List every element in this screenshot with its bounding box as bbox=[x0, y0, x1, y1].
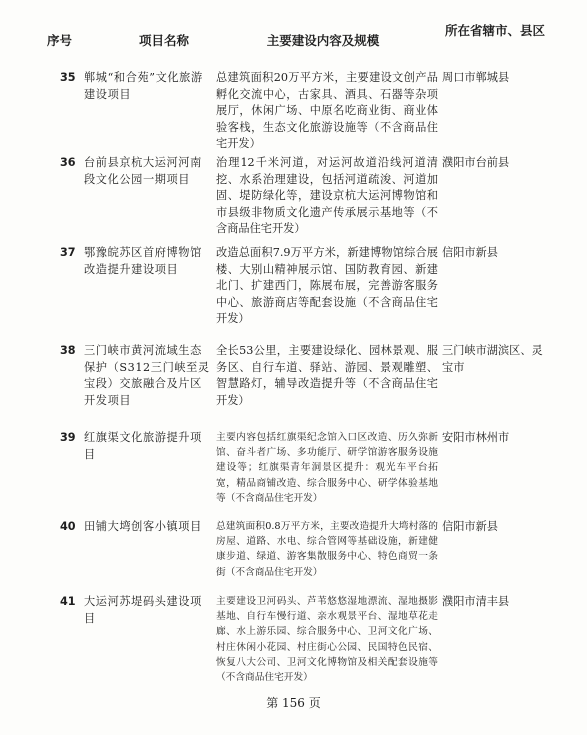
row-content: 总建筑面积0.8万平方米，主要改造提升大塆村落的房屋、道路、水电、综合管网等基础设施，新建健康步道、绿道、游客集散服务中心、特色商贸一条街（不含商品住宅开发） bbox=[216, 521, 438, 578]
row-no: 40 bbox=[60, 520, 76, 533]
row-location: 周口市郸城县 bbox=[442, 71, 510, 84]
row-location: 濮阳市清丰县 bbox=[442, 595, 510, 608]
row-content: 总建筑面积20万平方米，主要建设文创产品孵化交流中心，古家具、酒具、石器等杂项展厅，休闲广场、中原名吃商业街、商业体验客栈，生态文化旅游设施等（不含商品住宅开发） bbox=[216, 71, 438, 151]
row-name: 田铺大塆创客小镇项目 bbox=[84, 520, 202, 533]
header-no: 序号 bbox=[47, 33, 73, 48]
row-name: 鄂豫皖苏区首府博物馆改造提升建设项目 bbox=[84, 246, 202, 276]
row-no: 41 bbox=[60, 595, 76, 608]
header-location: 所在省辖市、县区 bbox=[444, 23, 545, 38]
row-name: 三门峡市黄河流域生态保护（S312三门峡至灵宝段）交旅融合及片区开发项目 bbox=[84, 344, 210, 407]
row-no: 37 bbox=[60, 246, 76, 259]
row-content: 全长53公里，主要建设绿化、园林景观、服务区、自行车道、驿站、游园、景观雕塑、智慧路灯，辅导改造提升等（不含商品住宅开发） bbox=[216, 344, 438, 407]
row-content: 主要建设卫河码头、芦苇悠悠湿地漂流、湿地摄影基地、自行车慢行道、亲水观景平台、湿地草花走廊、水上游乐园、综合服务中心、卫河文化广场、村庄休闲小花园、村庄街心公园、民国特色民宿、恢复八大公司、卫河文化博物馆及相关配套设施等（不含商品住宅开发） bbox=[216, 596, 438, 684]
row-content: 主要内容包括红旗渠纪念馆入口区改造、历久弥新馆、奋斗者广场、多功能厅、研学馆游客服务设施建设等；红旗渠青年洞景区提升：观光车平台拓宽，精品商铺改造、综合服务中心、研学体验基地等（不含商品住宅开发） bbox=[216, 432, 438, 504]
row-name: 台前县京杭大运河河南段文化公园一期项目 bbox=[84, 156, 202, 186]
row-no: 38 bbox=[60, 344, 76, 357]
row-no: 35 bbox=[60, 71, 76, 84]
header-content: 主要建设内容及规模 bbox=[266, 33, 380, 48]
row-location: 濮阳市台前县 bbox=[442, 156, 510, 169]
table-header bbox=[0, 22, 587, 60]
row-content: 改造总面积7.9万平方米，新建博物馆综合展楼、大别山精神展示馆、国防教育园、新建北门、扩建西门，陈展布展，完善游客服务中心、旅游商店等配套设施（不含商品住宅开发） bbox=[216, 246, 438, 326]
row-location: 信阳市新县 bbox=[442, 520, 498, 533]
header-name: 项目名称 bbox=[138, 33, 189, 48]
row-location: 三门峡市湖滨区、灵宝市 bbox=[442, 344, 543, 374]
row-content: 治理12千米河道，对运河故道沿线河道清挖、水系治理建设，包括河道疏浚、河道加固、堤防绿化等，建设京杭大运河博物馆和市县级非物质文化遗产传承展示基地等（不含商品住宅开发） bbox=[216, 156, 438, 236]
row-location: 信阳市新县 bbox=[442, 246, 498, 259]
row-name: 郸城“和合苑”文化旅游建设项目 bbox=[84, 71, 203, 101]
row-name: 红旗渠文化旅游提升项目 bbox=[84, 431, 202, 461]
row-name: 大运河苏堤码头建设项目 bbox=[84, 595, 202, 625]
page-number: 第 156 页 bbox=[266, 696, 321, 710]
row-location: 安阳市林州市 bbox=[442, 431, 510, 444]
row-no: 36 bbox=[60, 156, 76, 169]
row-no: 39 bbox=[60, 431, 76, 444]
